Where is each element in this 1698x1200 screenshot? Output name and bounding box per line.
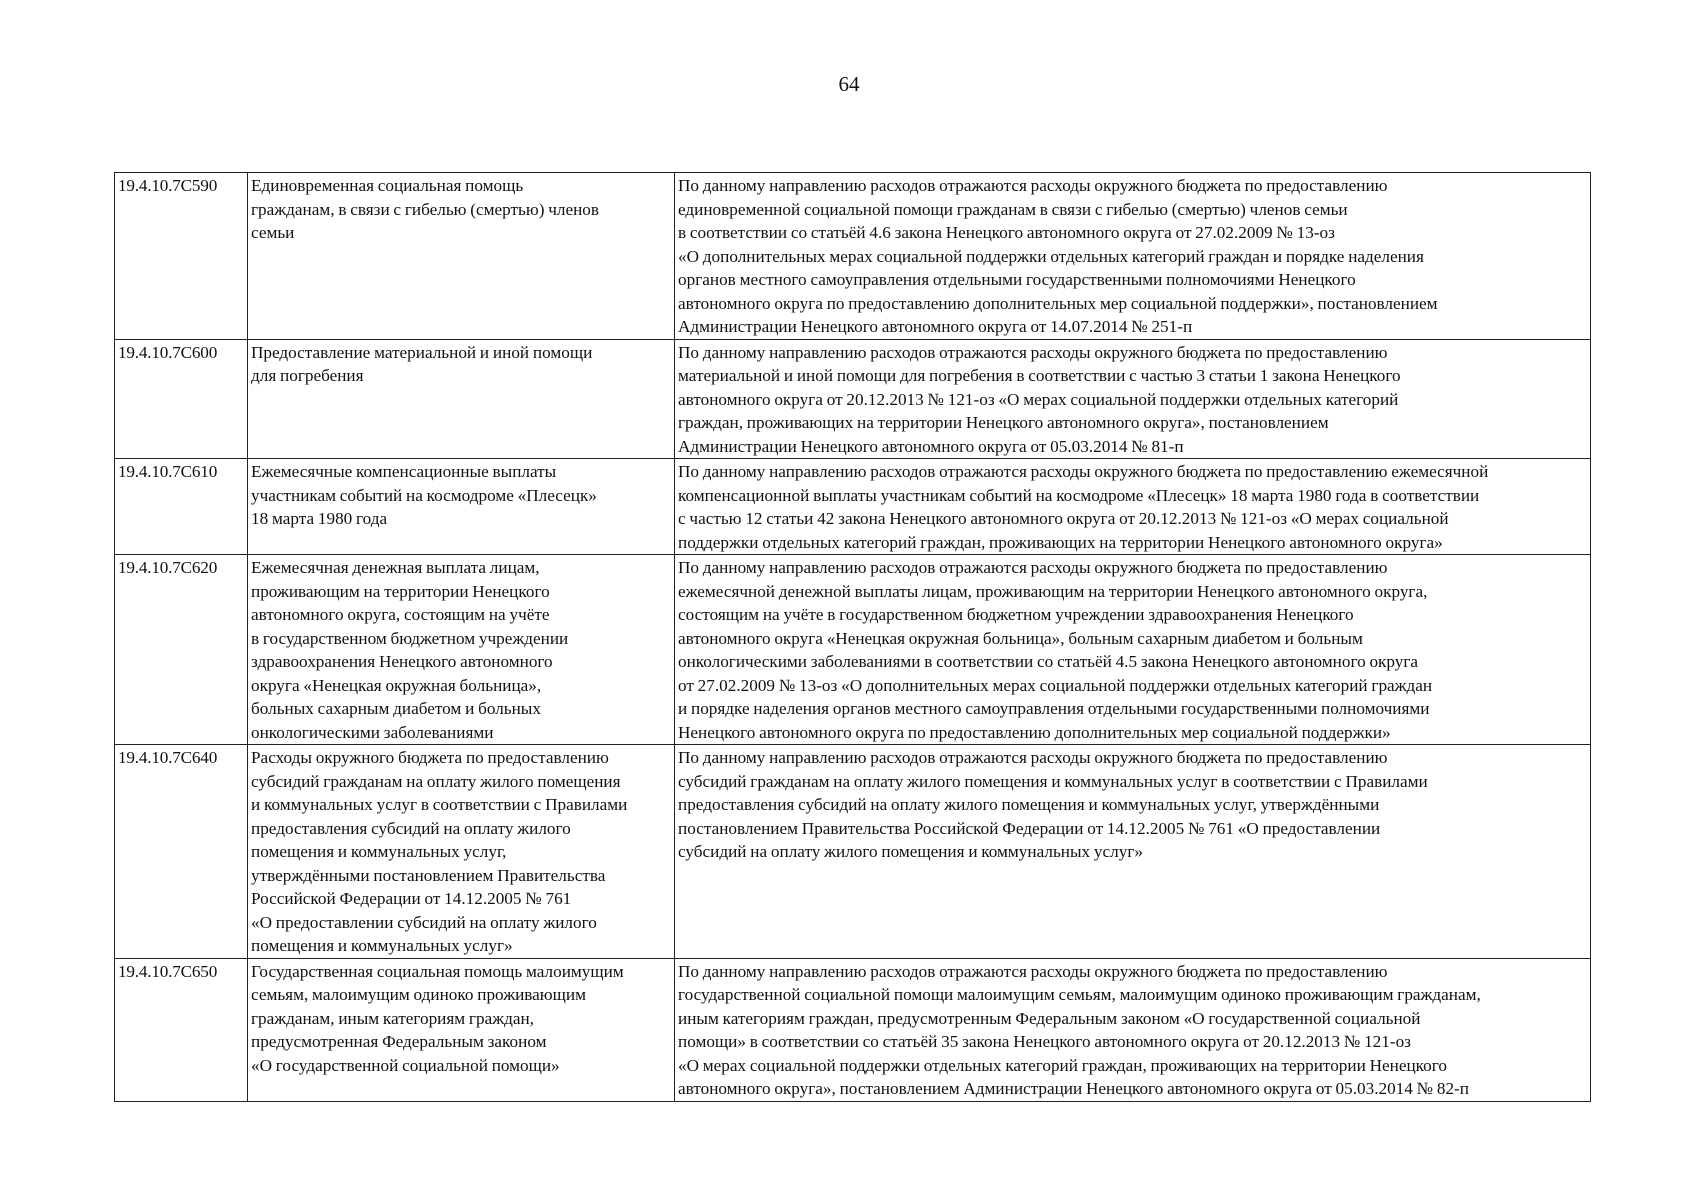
expense-code-cell: 19.4.10.7С600 (115, 339, 248, 459)
expense-description-line: и порядке наделения органов местного самоуправления отдельными государственными полномочиями (678, 699, 1430, 718)
expense-description-line: материальной и иной помощи для погребения в соответствии с частью 3 статьи 1 закона Ненецкого (678, 366, 1401, 385)
expense-name-cell (248, 459, 675, 555)
expense-description-line: компенсационной выплаты участникам событий на космодроме «Плесецк» 18 марта 1980 года в соответствии (678, 485, 1480, 505)
expense-description-cell (675, 555, 1591, 745)
expense-description-line: По данному направлению расходов отражаются расходы окружного бюджета по предоставлению (678, 748, 1388, 767)
expense-description-line: в соответствии со статьёй 4.6 закона Ненецкого автономного округа от 27.02.2009 № 13-оз (678, 223, 1335, 242)
table-body (115, 173, 1591, 1102)
page-number: 64 (838, 72, 860, 96)
expense-name-line: утверждёнными постановлением Правительства (251, 865, 606, 885)
expense-description-line: постановлением Правительства Российской Федерации от 14.12.2005 № 761 «О предоставлении (678, 818, 1381, 838)
expense-description-line: поддержки отдельных категорий граждан, проживающих на территории Ненецкого автономного округа» (678, 532, 1443, 552)
expense-name-line: и коммунальных услуг в соответствии с Правилами (251, 795, 628, 814)
expense-name-line: участникам событий на космодроме «Плесецк» (251, 485, 597, 505)
expense-name-line: в государственном бюджетном учреждении (251, 628, 569, 648)
expense-name-line: предоставления субсидий на оплату жилого (251, 818, 571, 838)
expense-code-cell: 19.4.10.7С640 (115, 745, 248, 959)
expense-description-line: органов местного самоуправления отдельными государственными полномочиями Ненецкого (678, 270, 1356, 289)
expense-name-cell (248, 173, 675, 340)
expense-description-line: от 27.02.2009 № 13-оз «О дополнительных мерах социальной поддержки отдельных категорий граждан (678, 675, 1433, 695)
expense-name-line: проживающим на территории Ненецкого (251, 581, 550, 601)
expense-name-line: больных сахарным диабетом и больных (251, 699, 541, 718)
expense-name-line: семьям, малоимущим одиноко проживающим (251, 985, 586, 1004)
expense-description-line: автономного округа от 20.12.2013 № 121-оз «О мерах социальной поддержки отдельных категорий (678, 389, 1399, 409)
expense-description-cell (675, 745, 1591, 959)
expense-name-line: Российской Федерации от 14.12.2005 № 761 (251, 889, 572, 908)
expense-description-line: государственной социальной помощи малоимущим семьям, малоимущим одиноко проживающим гражданам, (678, 985, 1481, 1004)
expense-description-line: автономного округа «Ненецкая окружная больница», больным сахарным диабетом и больным (678, 628, 1363, 648)
table-row (115, 459, 1591, 555)
expense-name-line: Ежемесячные компенсационные выплаты (251, 462, 557, 481)
expense-name-line: 18 марта 1980 года (251, 509, 388, 528)
expense-description-line: «О мерах социальной поддержки отдельных категорий граждан, проживающих на территории Ненецкого (678, 1055, 1447, 1075)
expense-name-line: округа «Ненецкая окружная больница», (251, 675, 542, 695)
table-row (115, 958, 1591, 1101)
expense-name-line: Единовременная социальная помощь (251, 176, 524, 195)
expense-description-line: субсидий на оплату жилого помещения и коммунальных услуг» (678, 842, 1143, 861)
expense-description-line: «О дополнительных мерах социальной поддержки отдельных категорий граждан и порядке наделения (678, 246, 1424, 266)
expense-name-line: онкологическими заболеваниями (251, 722, 494, 742)
expense-name-line: гражданам, в связи с гибелью (смертью) членов (251, 199, 600, 219)
expense-code-cell: 19.4.10.7С590 (115, 173, 248, 340)
expense-description-cell (675, 459, 1591, 555)
expense-name-line: Предоставление материальной и иной помощи (251, 342, 593, 362)
expense-description-line: помощи» в соответствии со статьёй 35 закона Ненецкого автономного округа от 20.12.2013 № 121-оз (678, 1032, 1411, 1051)
expense-description-cell (675, 339, 1591, 459)
table-row (115, 555, 1591, 745)
expense-description-line: Администрации Ненецкого автономного округа от 05.03.2014 № 81-п (678, 436, 1184, 456)
expense-description-cell (675, 173, 1591, 340)
expense-description-line: автономного округа по предоставлению дополнительных мер социальной поддержки», постановлением (678, 293, 1438, 313)
expense-description-line: По данному направлению расходов отражаются расходы окружного бюджета по предоставлению (678, 342, 1388, 362)
expense-name-line: субсидий гражданам на оплату жилого помещения (251, 771, 621, 791)
expense-name-cell (248, 339, 675, 459)
expense-name-line: автономного округа, состоящим на учёте (251, 605, 550, 624)
expense-description-line: По данному направлению расходов отражаются расходы окружного бюджета по предоставлению (678, 176, 1388, 195)
expense-description-line: состоящим на учёте в государственном бюджетном учреждении здравоохранения Ненецкого (678, 605, 1354, 624)
expense-name-line: Государственная социальная помощь малоимущим (251, 961, 624, 981)
table-row (115, 745, 1591, 959)
expense-description-line: иным категориям граждан, предусмотренным Федеральным законом «О государственной социальной (678, 1008, 1421, 1028)
expense-description-line: онкологическими заболеваниями в соответствии со статьёй 4.5 закона Ненецкого автономного округа (678, 652, 1419, 671)
expense-description-line: автономного округа», постановлением Администрации Ненецкого автономного округа от 05.03.2014 № 82-п (678, 1079, 1469, 1098)
expense-description-line: По данному направлению расходов отражаются расходы окружного бюджета по предоставлению ежемесячной (678, 462, 1489, 481)
expense-description-cell (675, 958, 1591, 1101)
budget-classification-table (114, 172, 1591, 1102)
expense-name-line: для погребения (251, 366, 364, 385)
expense-description-line: предоставления субсидий на оплату жилого помещения и коммунальных услуг, утверждёнными (678, 795, 1380, 814)
expense-code-cell: 19.4.10.7С650 (115, 958, 248, 1101)
expense-description-line: Администрации Ненецкого автономного округа от 14.07.2014 № 251-п (678, 317, 1193, 336)
expense-description-line: граждан, проживающих на территории Ненецкого автономного округа», постановлением (678, 413, 1329, 432)
table-row (115, 339, 1591, 459)
expense-description-line: Ненецкого автономного округа по предоставлению дополнительных мер социальной поддержки» (678, 722, 1391, 742)
expense-description-line: По данному направлению расходов отражаются расходы окружного бюджета по предоставлению (678, 558, 1388, 577)
expense-name-line: помещения и коммунальных услуг, (251, 842, 507, 861)
expense-description-line: единовременной социальной помощи гражданам в связи с гибелью (смертью) членов семьи (678, 199, 1348, 219)
expense-name-line: гражданам, иным категориям граждан, (251, 1008, 534, 1028)
expense-description-line: субсидий гражданам на оплату жилого помещения и коммунальных услуг в соответствии с Правилами (678, 771, 1428, 791)
expense-name-cell (248, 958, 675, 1101)
expense-description-line: По данному направлению расходов отражаются расходы окружного бюджета по предоставлению (678, 961, 1388, 981)
expense-name-line: «О предоставлении субсидий на оплату жилого (251, 912, 597, 932)
expense-description-line: с частью 12 статьи 42 закона Ненецкого автономного округа от 20.12.2013 № 121-оз «О мерах социальной (678, 509, 1449, 528)
expense-name-line: семьи (251, 223, 295, 242)
expense-name-line: Расходы окружного бюджета по предоставлению (251, 748, 609, 767)
table-row (115, 173, 1591, 340)
expense-name-cell (248, 555, 675, 745)
expense-code-cell: 19.4.10.7С620 (115, 555, 248, 745)
expense-code-cell: 19.4.10.7С610 (115, 459, 248, 555)
expense-name-line: Ежемесячная денежная выплата лицам, (251, 558, 540, 577)
expense-name-cell (248, 745, 675, 959)
expense-description-line: ежемесячной денежной выплаты лицам, проживающим на территории Ненецкого автономного округа, (678, 581, 1428, 601)
expense-name-line: «О государственной социальной помощи» (251, 1055, 560, 1075)
expense-name-line: здравоохранения Ненецкого автономного (251, 652, 553, 671)
expense-name-line: предусмотренная Федеральным законом (251, 1032, 547, 1051)
expense-name-line: помещения и коммунальных услуг» (251, 936, 513, 955)
